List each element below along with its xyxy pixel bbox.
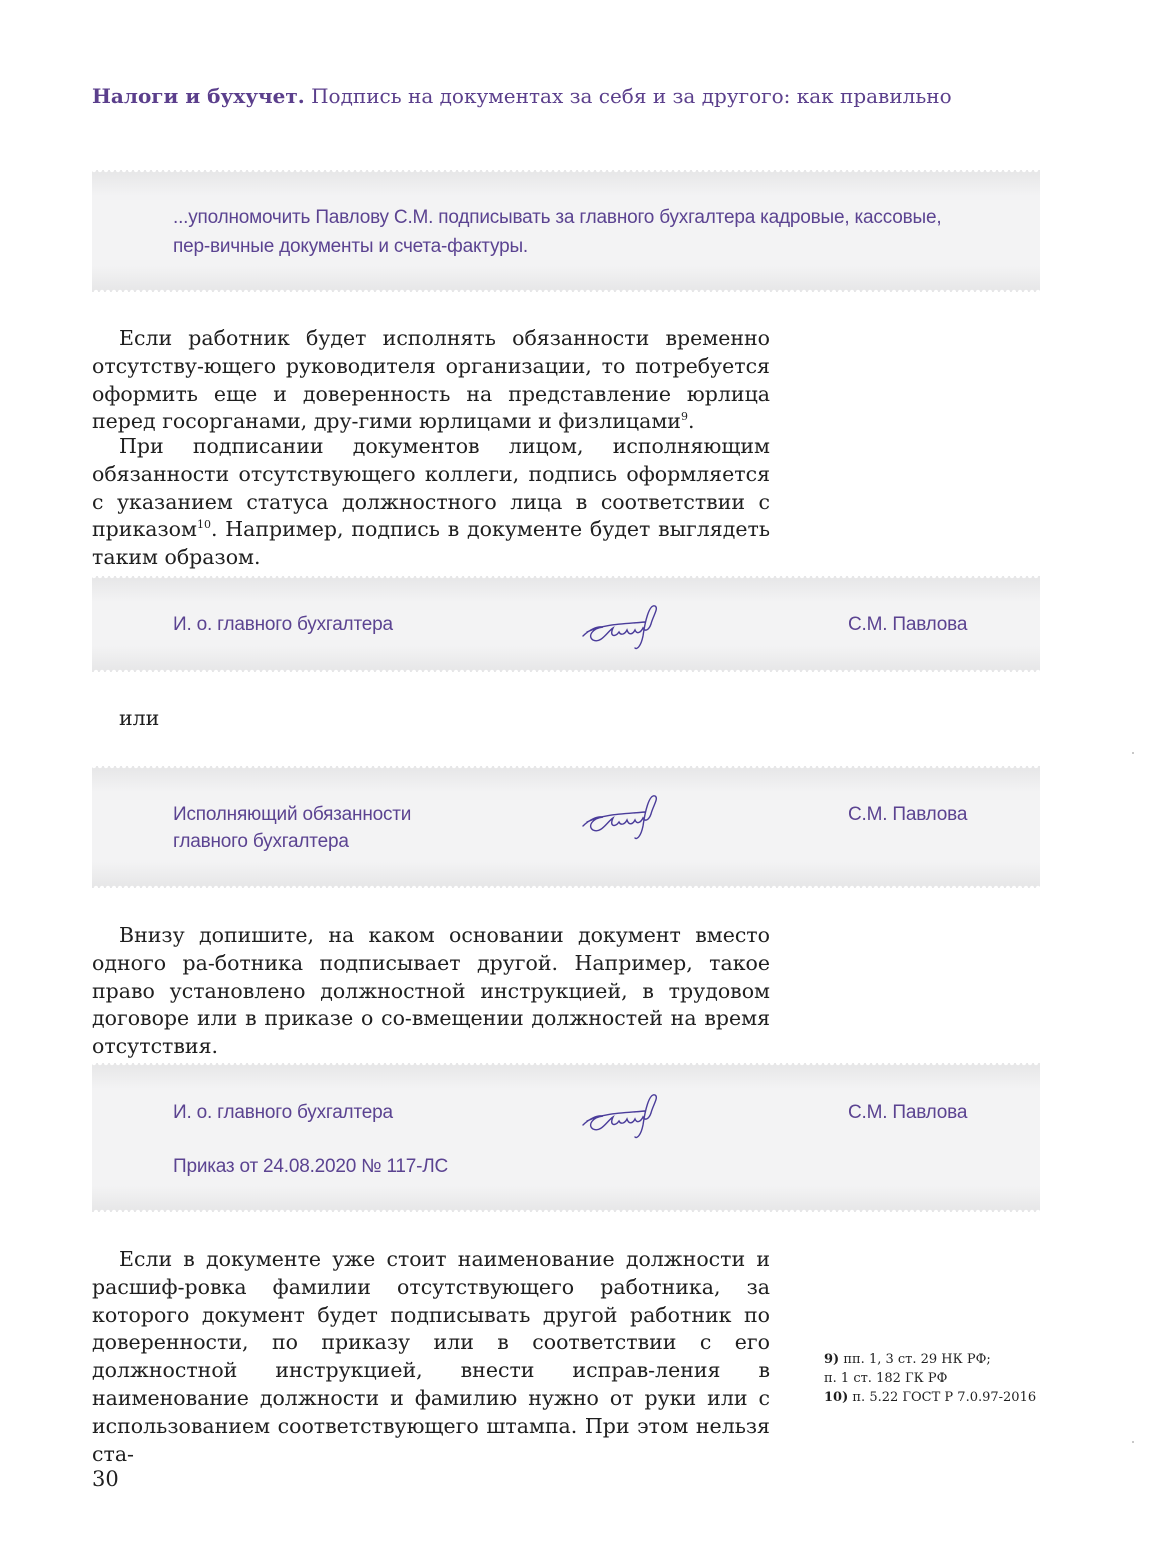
paragraph-2 bbox=[92, 433, 770, 572]
footnote-text: пп. 1, 3 ст. 29 НК РФ; bbox=[843, 1352, 991, 1367]
footnote-ref-10: 10 bbox=[196, 518, 211, 532]
footnote-line bbox=[824, 1350, 1064, 1369]
paragraph-1-end: . bbox=[687, 409, 695, 434]
signature-position: И. о. главного бухгалтера bbox=[173, 614, 393, 635]
signature-position-line-2: главного бухгалтера bbox=[173, 831, 349, 852]
paragraph-1 bbox=[92, 325, 770, 436]
paragraph-4 bbox=[92, 1246, 770, 1468]
footnote-ref-9: 9 bbox=[680, 410, 688, 424]
paragraph-3-text: Внизу допишите, на каком основании документ вместо одного ра-ботника подписывает другой. Например, такое право установлено должностной инструкцией, в трудовом договоре или в приказе о со-вмещении должностей на время отсутствия. bbox=[92, 923, 770, 1059]
footnote-text: п. 1 ст. 182 ГК РФ bbox=[824, 1371, 948, 1386]
header-section: Налоги и бухучет. bbox=[92, 84, 305, 108]
paragraph-2-text: При подписании документов лицом, исполняющим обязанности отсутствующего коллеги, подпись оформляется с указанием статуса должностного лица в соответствии с приказом bbox=[92, 434, 770, 542]
paragraph-1-text: Если работник будет исполнять обязанности временно отсутству-ющего руководителя организации, то потребуется оформить еще и доверенность на представление юрлица перед госорганами, дру-гими юрлицами и физлицами bbox=[92, 326, 770, 434]
paragraph-3 bbox=[92, 922, 770, 1061]
handwritten-signature-icon bbox=[579, 602, 665, 652]
margin-mark bbox=[1132, 1441, 1134, 1443]
running-header bbox=[92, 82, 1072, 110]
signature-example-1 bbox=[92, 576, 1040, 672]
signature-name: С.М. Павлова bbox=[848, 1102, 968, 1123]
page-number: 30 bbox=[92, 1467, 119, 1491]
paragraph-2-end: . Например, подпись в документе будет выглядеть таким образом. bbox=[92, 517, 770, 570]
handwritten-signature-icon bbox=[579, 792, 665, 842]
signature-position-line-1: Исполняющий обязанности bbox=[173, 804, 412, 825]
footnote-text: п. 5.22 ГОСТ Р 7.0.97-2016 bbox=[852, 1390, 1037, 1405]
footnote-number: 9) bbox=[824, 1352, 840, 1367]
signature-name: С.М. Павлова bbox=[848, 804, 968, 825]
quote-text: ...уполномочить Павлову С.М. подписывать за главного бухгалтера кадровые, кассовые, пер-вичные документы и счета-фактуры. bbox=[173, 207, 942, 257]
signature-example-2 bbox=[92, 766, 1040, 888]
signature-example-3 bbox=[92, 1063, 1040, 1212]
footnote-line bbox=[824, 1369, 1064, 1388]
signature-position: И. о. главного бухгалтера bbox=[173, 1102, 393, 1123]
quote-box bbox=[92, 170, 1040, 292]
paragraph-4-text: Если в документе уже стоит наименование должности и расшиф-ровка фамилии отсутствующего работника, за которого документ будет подписывать другой работник по доверенности, по приказу или в соответствии с его должностной инструкцией, внести исправ-ления в наименование должности и фамилию нужно от руки или с использованием соответствующего штампа. При этом нельзя ста- bbox=[92, 1247, 770, 1466]
signature-name: С.М. Павлова bbox=[848, 614, 968, 635]
header-title: Подпись на документах за себя и за другого: как правильно bbox=[311, 84, 952, 108]
margin-mark bbox=[1132, 752, 1134, 754]
handwritten-signature-icon bbox=[579, 1091, 665, 1141]
footnotes bbox=[824, 1350, 1064, 1407]
connector-text: или bbox=[119, 706, 160, 730]
signature-basis: Приказ от 24.08.2020 № 117-ЛС bbox=[173, 1156, 449, 1177]
footnote-number: 10) bbox=[824, 1390, 849, 1405]
footnote-line bbox=[824, 1388, 1064, 1407]
